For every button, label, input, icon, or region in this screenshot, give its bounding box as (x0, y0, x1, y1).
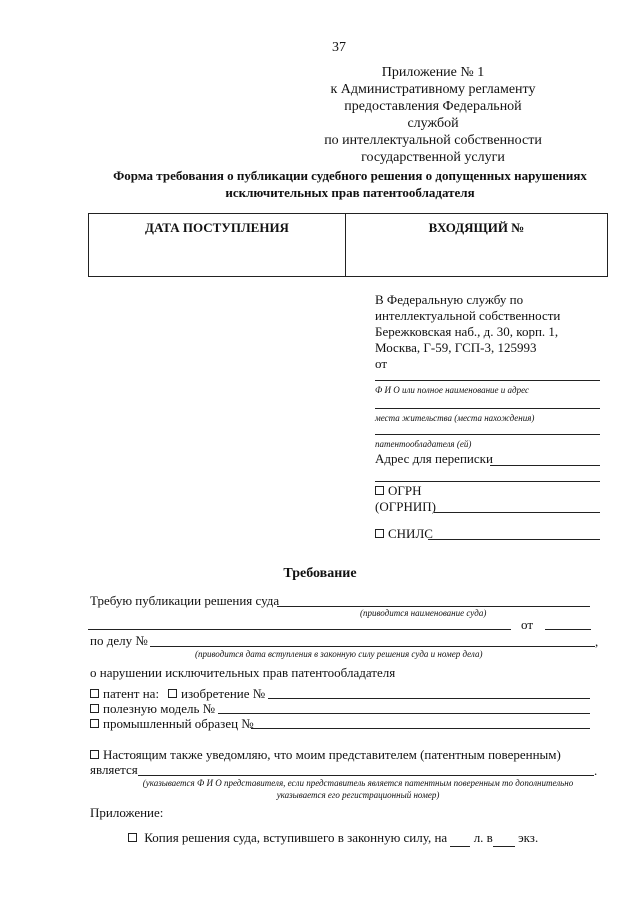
attachment-copy-row (128, 830, 538, 847)
appendix-line: к Административному регламенту (330, 82, 536, 97)
industrial-design-option (90, 716, 254, 732)
court-name-line-2[interactable] (88, 629, 511, 630)
applicant-hint-3: патентообладателя (ей) (375, 439, 472, 449)
case-label: по делу № (90, 633, 148, 648)
patent-for-label: патент на: (103, 686, 160, 701)
applicant-line-1[interactable] (375, 380, 600, 381)
patent-checkbox[interactable] (90, 689, 99, 698)
copies-count-field[interactable] (493, 830, 515, 847)
ogrn-checkbox[interactable] (375, 486, 384, 495)
attachment-checkbox[interactable] (128, 833, 137, 842)
addressee-line: Москва, Г-59, ГСП-3, 125993 (375, 340, 537, 355)
ogrn-label: ОГРН (388, 483, 422, 498)
attachment-copy-label: Копия решения суда, вступившего в законную силу, на (144, 830, 448, 845)
date-header: ДАТА ПОСТУПЛЕНИЯ (145, 220, 289, 235)
case-line[interactable] (150, 646, 595, 647)
patent-for-option (90, 686, 159, 702)
applicant-hint-1: Ф И О или полное наименование и адрес (375, 385, 529, 395)
copies-label: экз. (518, 830, 539, 845)
addressee-line: интеллектуальной собственности (375, 308, 561, 323)
utility-model-option (90, 701, 215, 717)
receipt-table (88, 213, 608, 277)
invention-line[interactable] (268, 698, 590, 699)
notice-label: Настоящим также уведомляю, что моим представителем (патентным поверенным) (103, 747, 561, 762)
ogrnip-label: (ОГРНИП) (375, 499, 436, 514)
incoming-header: ВХОДЯЩИЙ № (428, 220, 525, 235)
snils-field (375, 526, 433, 542)
mail-address-line-2[interactable] (375, 481, 600, 482)
mail-address-label: Адрес для переписки (375, 451, 493, 466)
snils-line[interactable] (428, 539, 600, 540)
representative-notice (90, 747, 561, 763)
form-title-line: исключительных прав патентообладателя (225, 185, 475, 200)
from-date-line[interactable] (545, 629, 591, 630)
invention-label: изобретение № (181, 686, 266, 701)
case-comma: , (595, 634, 599, 649)
utility-model-checkbox[interactable] (90, 704, 99, 713)
form-title-line: Форма требования о публикации судебного решения о допущенных нарушениях (113, 168, 587, 183)
industrial-design-label: промышленный образец № (103, 716, 254, 731)
mail-address-line-1[interactable] (490, 465, 600, 466)
form-title (80, 167, 620, 201)
from-label: от (375, 356, 388, 371)
representative-line[interactable] (138, 775, 594, 776)
appendix-line: предоставления Федеральной службой (344, 99, 522, 131)
applicant-line-3[interactable] (375, 434, 600, 435)
violation-label: о нарушении исключительных прав патентообладателя (90, 665, 396, 680)
appendix-line: Приложение № 1 (381, 65, 485, 80)
addressee-line: Бережковская наб., д. 30, корп. 1, (375, 324, 559, 339)
invention-checkbox[interactable] (168, 689, 177, 698)
court-hint: (приводится наименование суда) (360, 608, 487, 618)
representative-period: . (594, 763, 598, 778)
is-label: является (90, 762, 138, 777)
addressee-block (375, 292, 560, 372)
applicant-hint-2: места жительства (места нахождения) (375, 413, 535, 423)
addressee-line: В Федеральную службу по (375, 292, 524, 307)
snils-checkbox[interactable] (375, 529, 384, 538)
court-name-line[interactable] (277, 606, 590, 607)
page-number: 37 (332, 40, 346, 55)
sheets-count-field[interactable] (450, 830, 470, 847)
utility-model-line[interactable] (218, 713, 590, 714)
invention-option (168, 686, 265, 702)
representative-hint-2: указывается его регистрационный номер) (276, 790, 440, 800)
appendix-line: государственной услуги (361, 150, 505, 165)
appendix-header (318, 64, 548, 166)
snils-label: СНИЛС (388, 526, 433, 541)
date-cell[interactable] (89, 214, 346, 276)
case-hint: (приводится дата вступления в законную силу решения суда и номер дела) (195, 649, 483, 659)
sheets-label: л. в (473, 830, 493, 845)
utility-model-label: полезную модель № (103, 701, 216, 716)
industrial-design-line[interactable] (251, 728, 590, 729)
representative-checkbox[interactable] (90, 750, 99, 759)
applicant-line-2[interactable] (375, 408, 600, 409)
representative-hint-1: (указывается Ф И О представителя, если представитель является патентным поверенным то дополнительно (142, 778, 574, 788)
from-date-label: от (521, 617, 534, 632)
ogrn-line[interactable] (434, 512, 600, 513)
demand-heading: Требование (283, 566, 357, 581)
attachment-heading: Приложение: (90, 805, 164, 820)
industrial-design-checkbox[interactable] (90, 719, 99, 728)
ogrn-field (375, 483, 422, 499)
incoming-cell[interactable] (346, 214, 607, 276)
request-label: Требую публикации решения суда (90, 593, 280, 608)
appendix-line: по интеллектуальной собственности (324, 133, 542, 148)
